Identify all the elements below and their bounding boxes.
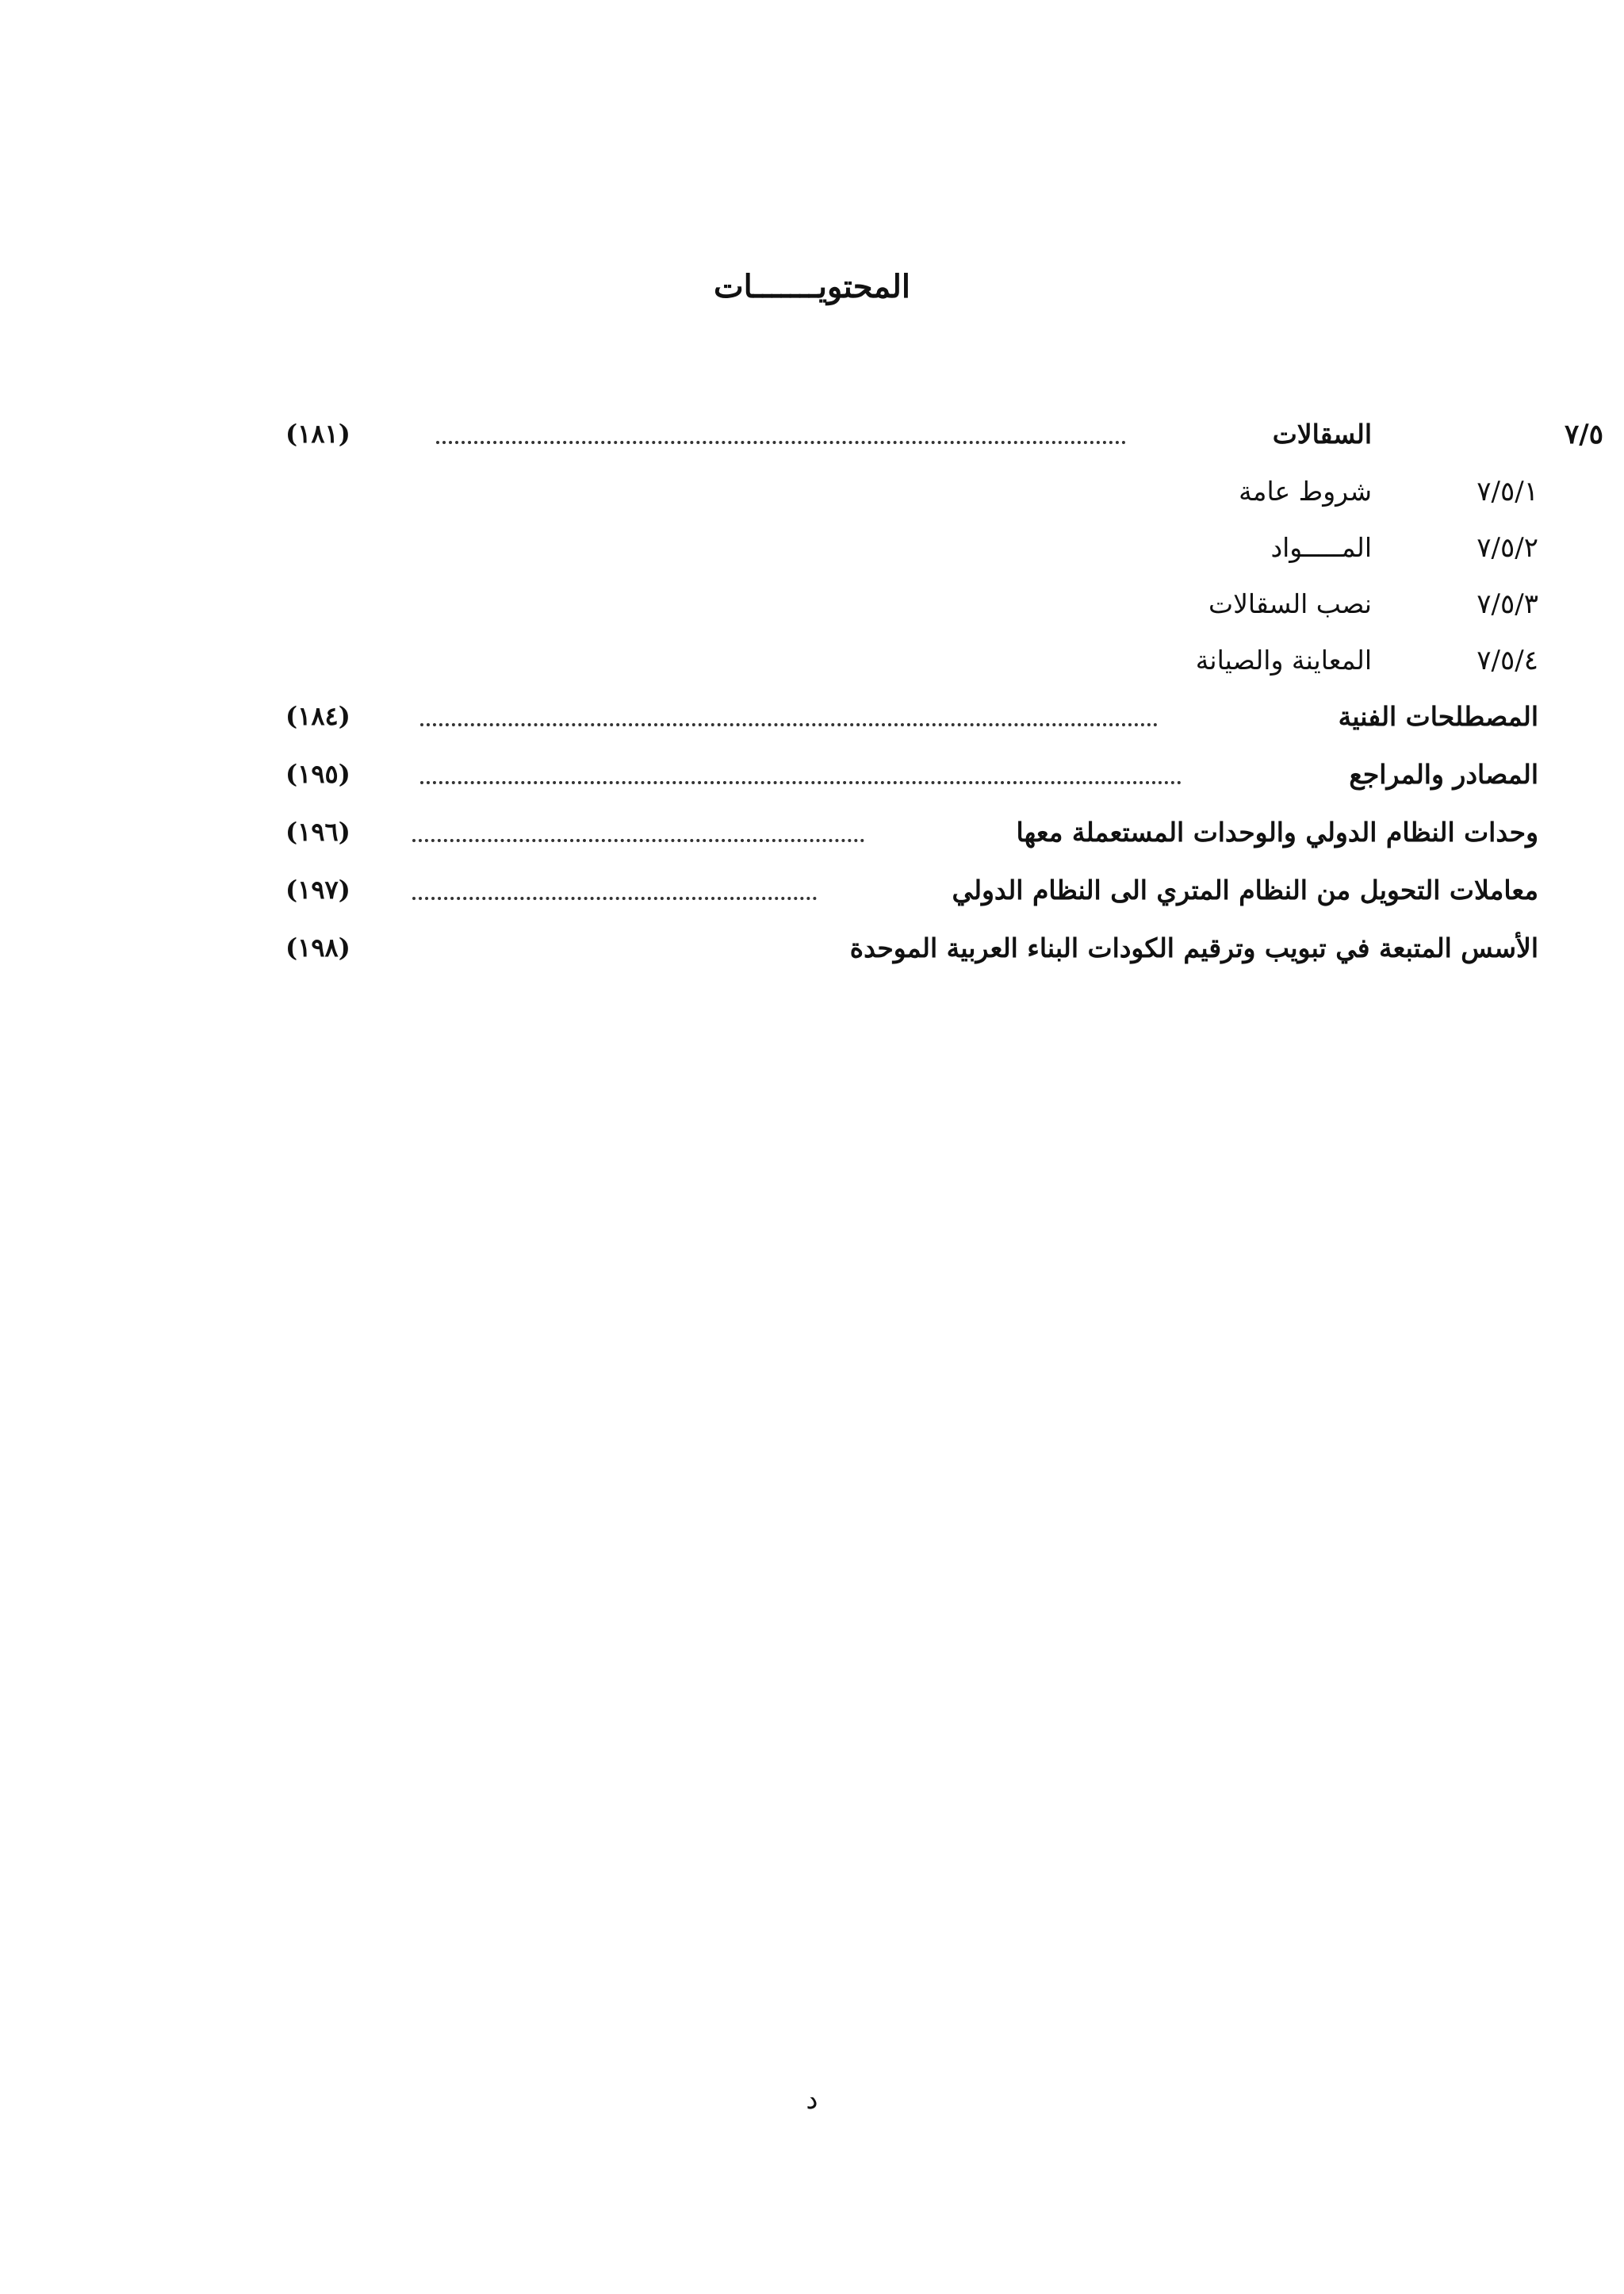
- toc-entry-technical-terms[interactable]: [285, 701, 1538, 741]
- toc-page-number: (١٩٦): [285, 817, 350, 847]
- toc-page-number: (١٩٧): [285, 875, 350, 905]
- toc-subentry-inspection-maintenance[interactable]: [285, 645, 1538, 684]
- toc-entry-label: المصادر والمراجع: [1349, 759, 1538, 790]
- dot-leader: [412, 894, 817, 900]
- toc-subentry-general-conditions[interactable]: [285, 476, 1538, 515]
- dot-leader: [436, 438, 1126, 444]
- toc-entry-label: شروط عامة: [1239, 476, 1372, 507]
- toc-entry-si-units[interactable]: [285, 817, 1538, 856]
- toc-entry-conversion-factors[interactable]: [285, 875, 1538, 914]
- toc-entry-label: وحدات النظام الدولي والوحدات المستعملة معها: [1016, 817, 1538, 848]
- toc-entry-number: ٧/٥/٣: [1477, 588, 1538, 620]
- toc-entry-classification-basis[interactable]: [285, 933, 1538, 972]
- dot-leader: [420, 778, 1182, 784]
- toc-entry-number: ٧/٥/١: [1477, 476, 1538, 507]
- toc-entry-label: المصطلحات الفنية: [1338, 701, 1538, 732]
- toc-entry-sources-references[interactable]: [285, 759, 1538, 798]
- toc-subentry-materials[interactable]: [285, 532, 1538, 572]
- toc-subentry-erecting-scaffolding[interactable]: [285, 588, 1538, 628]
- toc-entry-label: نصب السقالات: [1208, 588, 1372, 619]
- toc-page-number: (١٩٥): [285, 759, 350, 789]
- toc-entry-label: المـــــواد: [1270, 532, 1372, 563]
- toc-entry-scaffolding[interactable]: [285, 419, 1603, 458]
- toc-entry-label: المعاينة والصيانة: [1195, 645, 1372, 676]
- toc-page-number: (١٨١): [285, 419, 350, 449]
- toc-entry-label: السقالات: [1272, 419, 1372, 450]
- page-title: المحتويـــــــات: [714, 268, 910, 305]
- toc-entry-label: الأسس المتبعة في تبويب وترقيم الكودات البناء العربية الموحدة: [849, 933, 1538, 963]
- dot-leader: [412, 836, 864, 842]
- toc-page-number: (١٨٤): [285, 701, 350, 731]
- toc-entry-number: ٧/٥: [1565, 419, 1603, 450]
- toc-page-number: (١٩٨): [285, 933, 350, 963]
- toc-entry-label: معاملات التحويل من النظام المتري الى النظام الدولي: [952, 875, 1538, 906]
- toc-entry-number: ٧/٥/٢: [1477, 532, 1538, 564]
- toc-entry-number: ٧/٥/٤: [1477, 645, 1538, 676]
- dot-leader: [420, 720, 1158, 726]
- page-footer-letter: د: [806, 2084, 818, 2116]
